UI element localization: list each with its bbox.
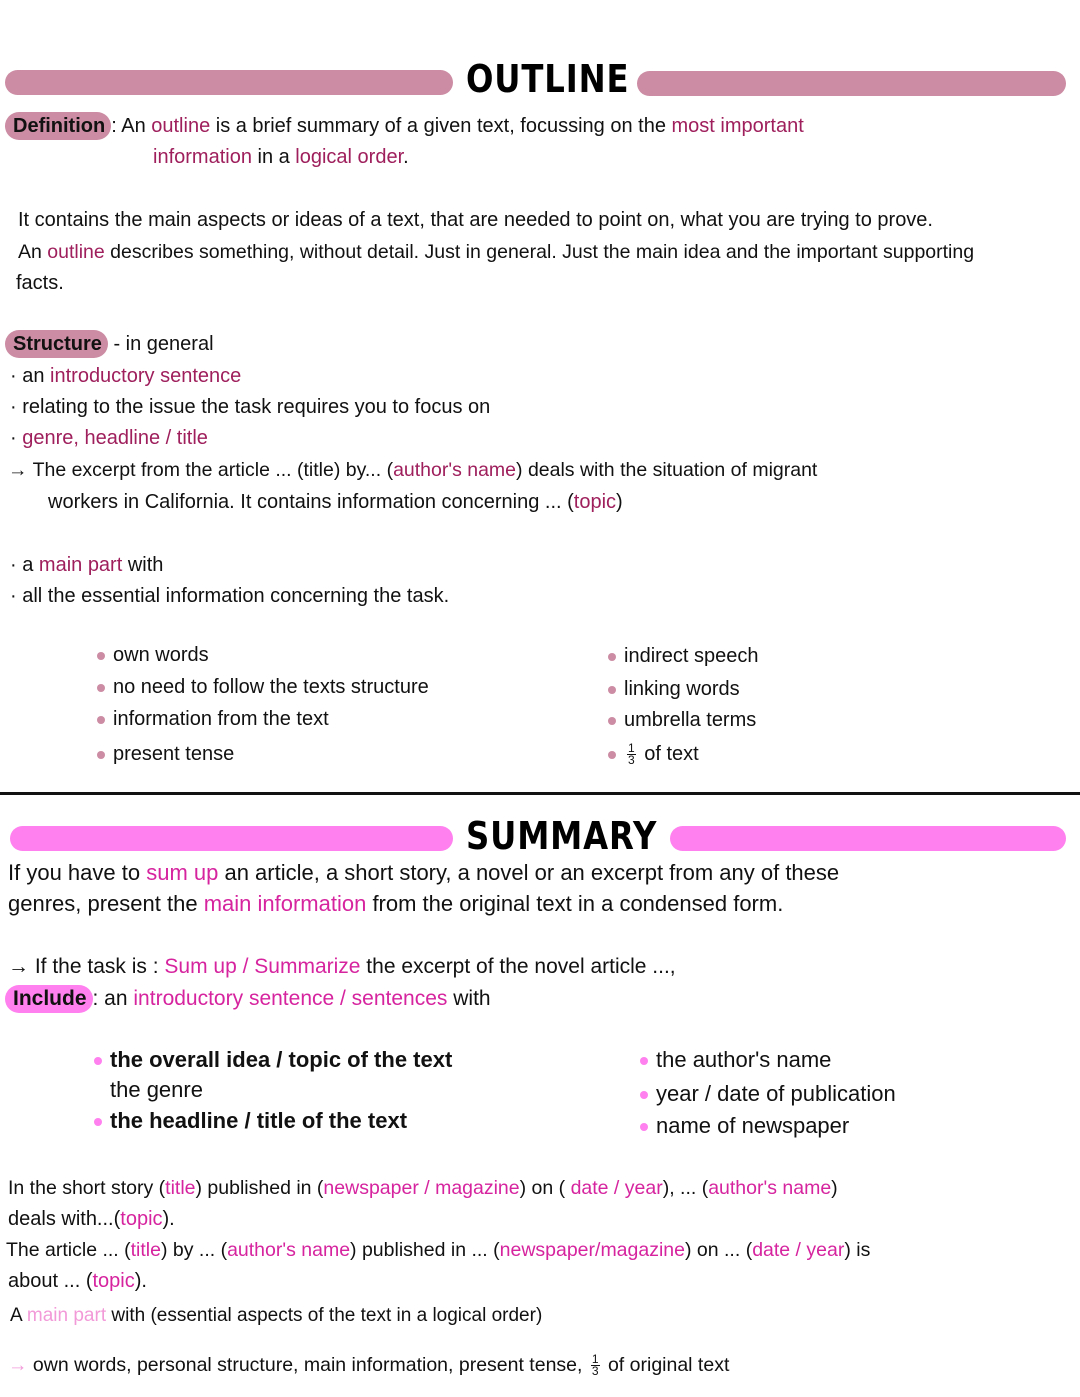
outline-header-bar-right: [637, 71, 1066, 96]
bullet-icon: [640, 1091, 648, 1099]
text: facts.: [16, 272, 64, 294]
bullet-icon: [97, 716, 105, 724]
text: own words, personal structure, main information, present tense,: [27, 1354, 588, 1376]
text: ) is: [844, 1239, 871, 1261]
bullet-icon: [97, 652, 105, 660]
text: the genre: [110, 1077, 203, 1102]
bullet-icon: [94, 1118, 102, 1126]
text: the overall idea / topic of the text: [110, 1047, 453, 1072]
text: describes something, without detail. Just in general. Just the main idea and the important supporting: [104, 241, 975, 263]
bullet-icon: [640, 1123, 648, 1131]
bullet-text: name of newspaper: [656, 1113, 850, 1138]
highlighted-text: Sum up / Summarize: [164, 955, 361, 978]
bullet-text: year / date of publication: [656, 1081, 896, 1106]
text: with: [447, 987, 491, 1010]
text: deals with...(: [8, 1208, 121, 1230]
highlighted-text: author's name: [227, 1239, 351, 1261]
fraction: [627, 743, 636, 766]
summary-example-line: [8, 1205, 175, 1233]
highlighted-text: newspaper / magazine: [323, 1177, 520, 1199]
summary-example-line: [6, 1236, 870, 1264]
outline-title: OUTLINE: [466, 57, 630, 101]
highlighted-text: main part: [38, 554, 123, 576]
text: - in general: [107, 333, 214, 355]
bullet-text: own words: [113, 644, 209, 666]
text: with: [122, 554, 164, 576]
text: ): [616, 491, 623, 513]
text: ·: [10, 427, 23, 449]
text: : an: [92, 987, 134, 1010]
include-label: Include: [5, 985, 93, 1013]
text: · all the essential information concerning the task.: [10, 585, 450, 607]
highlighted-text: main information: [203, 891, 367, 916]
text: with (essential aspects of the text in a logical order): [106, 1305, 543, 1326]
outline-bullet-right: [608, 706, 756, 734]
text: → The excerpt from the article ... (title) by... (: [8, 459, 394, 481]
bullet-text: no need to follow the texts structure: [113, 676, 429, 698]
text: · a: [10, 554, 39, 576]
text: It contains the main aspects or ideas of a text, that are needed to point on, what you are trying to prove.: [18, 209, 933, 231]
text: umbrella terms: [624, 709, 757, 731]
structure-label: Structure: [5, 330, 108, 358]
outline-header-bar-left: [5, 70, 453, 95]
summary-header-bar-left: [10, 826, 453, 851]
summary-bullet-left: [94, 1076, 203, 1104]
text: ) published in ... (: [350, 1239, 500, 1261]
structure-line: [5, 330, 214, 358]
text: of original text: [602, 1354, 730, 1376]
text: : An: [111, 115, 152, 137]
text: linking words: [624, 678, 740, 700]
text: ), ... (: [662, 1177, 709, 1199]
definition-line-2: [153, 143, 409, 171]
highlighted-text: logical order: [295, 146, 404, 168]
text: about ... (: [8, 1270, 93, 1292]
outline-bullet-left: [97, 673, 429, 701]
bullet-icon: [97, 751, 105, 759]
summary-example-line: [8, 1174, 838, 1202]
summary-bullet-left: [94, 1046, 452, 1074]
bullet-icon: [608, 751, 616, 759]
bullet-icon: [608, 653, 616, 661]
summary-example-line: [8, 1351, 729, 1379]
text: ): [831, 1177, 838, 1199]
bullet-icon: [97, 684, 105, 692]
highlighted-text: topic: [120, 1208, 163, 1230]
text: If you have to: [8, 860, 147, 885]
summary-intro-line: [8, 890, 783, 918]
text: the excerpt of the novel article ...,: [360, 955, 676, 978]
highlighted-text: outline: [47, 241, 105, 263]
highlighted-text: title: [130, 1239, 161, 1261]
structure-example: [8, 456, 817, 484]
highlighted-text: newspaper/magazine: [499, 1239, 685, 1261]
highlighted-text: date / year: [752, 1239, 845, 1261]
highlighted-text: date / year: [570, 1177, 663, 1199]
highlighted-text: author's name: [708, 1177, 832, 1199]
fraction-numerator: 1: [591, 1352, 599, 1367]
highlighted-text: title: [165, 1177, 196, 1199]
highlighted-text: topic: [573, 491, 617, 513]
fraction-denominator: 3: [628, 753, 635, 768]
fraction-denominator: 3: [591, 1364, 599, 1379]
bullet-text: information from the text: [113, 708, 329, 730]
text: of text: [638, 743, 699, 765]
highlighted-text: outline: [151, 115, 211, 137]
paragraph-line: [16, 269, 64, 297]
text: is a brief summary of a given text, focussing on the: [210, 115, 672, 137]
bullet-icon: [608, 717, 616, 725]
bullet-text: present tense: [113, 743, 235, 765]
text: In the short story (: [8, 1177, 166, 1199]
outline-bullet-right: [608, 675, 740, 703]
highlighted-text: →: [8, 1354, 28, 1376]
bullet-icon: [640, 1057, 648, 1065]
highlighted-text: genre, headline / title: [22, 427, 208, 449]
highlighted-text: introductory sentence: [50, 365, 242, 387]
text: The article ... (: [6, 1239, 131, 1261]
fraction-numerator: 1: [628, 741, 635, 756]
structure-item: [10, 551, 163, 579]
text: an article, a short story, a novel or an excerpt from any of these: [218, 860, 840, 885]
text: ).: [162, 1208, 175, 1230]
highlighted-text: main part: [26, 1305, 107, 1326]
summary-bullet-right: [640, 1112, 849, 1140]
bullet-text: the author's name: [656, 1047, 832, 1072]
highlighted-text: information: [153, 146, 252, 168]
highlighted-text: topic: [92, 1270, 135, 1292]
outline-bullet-right: [608, 740, 699, 768]
highlighted-text: sum up: [146, 860, 219, 885]
outline-bullet-left: [97, 740, 234, 768]
highlighted-text: author's name: [393, 459, 517, 481]
outline-bullet-left: [97, 705, 329, 733]
text: .: [403, 146, 409, 168]
fraction: [591, 1354, 600, 1377]
structure-item: [10, 362, 241, 390]
structure-item: [10, 424, 208, 452]
summary-task-line: [8, 953, 676, 981]
summary-example-line: [8, 1267, 147, 1295]
summary-intro-line: [8, 859, 839, 887]
text: indirect speech: [624, 645, 759, 667]
summary-title: SUMMARY: [466, 814, 658, 858]
outline-bullet-left: [97, 641, 209, 669]
text: in a: [251, 146, 296, 168]
text: · an: [10, 365, 51, 387]
bullet-icon: [94, 1057, 102, 1065]
highlighted-text: introductory sentence / sentences: [133, 987, 448, 1010]
text: · relating to the issue the task requires you to focus on: [10, 396, 491, 418]
text: the headline / title of the text: [110, 1108, 408, 1133]
paragraph-line: [18, 206, 933, 234]
summary-example-line: [10, 1302, 542, 1330]
summary-bullet-left: [94, 1107, 407, 1135]
text: An: [18, 241, 48, 263]
text: ) on ... (: [685, 1239, 753, 1261]
text: genres, present the: [8, 891, 204, 916]
text: ) by ... (: [160, 1239, 228, 1261]
highlighted-text: most important: [671, 115, 804, 137]
paragraph-line: [18, 238, 974, 266]
definition-line: [5, 112, 804, 140]
structure-item: [10, 582, 449, 610]
outline-bullet-right: [608, 642, 759, 670]
text: from the original text in a condensed form.: [366, 891, 784, 916]
structure-item: [10, 393, 490, 421]
text: ) published in (: [195, 1177, 324, 1199]
summary-bullet-right: [640, 1046, 831, 1074]
text: → If the task is :: [8, 955, 165, 978]
text: A: [10, 1305, 27, 1326]
summary-header-bar-right: [670, 826, 1066, 851]
include-line: [5, 985, 491, 1013]
structure-example: [48, 488, 623, 516]
text: workers in California. It contains information concerning ... (: [48, 491, 574, 513]
text: ) on (: [519, 1177, 571, 1199]
definition-label: Definition: [5, 112, 111, 140]
section-divider: [0, 792, 1080, 795]
text: ) deals with the situation of migrant: [516, 459, 818, 481]
text: ).: [134, 1270, 147, 1292]
summary-bullet-right: [640, 1080, 896, 1108]
bullet-icon: [608, 686, 616, 694]
